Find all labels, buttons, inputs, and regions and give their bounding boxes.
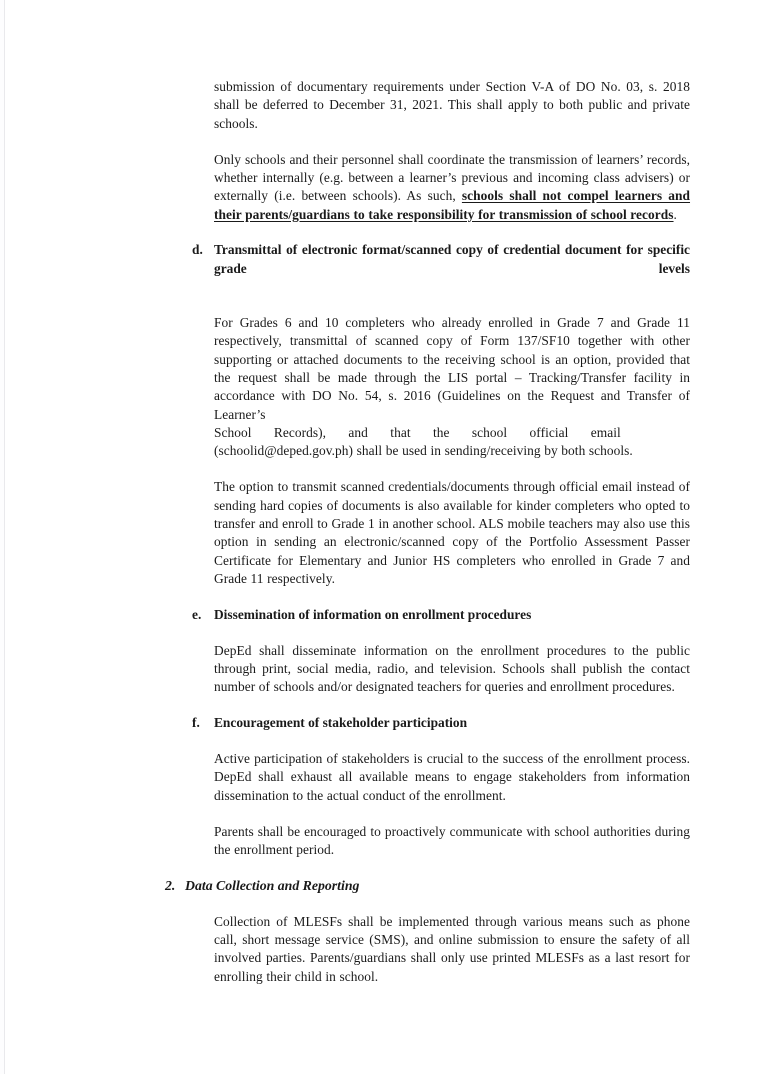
paragraph-grades-6-10-part-one: For Grades 6 and 10 completers who already enrolled in Grade 7 and Grade 11 respectively, transmittal of scanned copy of Form 137/SF10 together with other supporting or attached documents to the receiving school is an option, provided that the request shall be made through the LIS portal – Tracking/Transfer facility in accordance with DO No. 54, s. 2016 (Guidelines on the Request and Transfer of Learner’s — [214, 314, 690, 422]
heading-item-e-label: Dissemination of information on enrollment procedures — [214, 606, 532, 622]
paragraph-deped-disseminate-information: DepEd shall disseminate information on the enrollment procedures to the public through print, social media, radio, and television. Schools shall publish the contact number of schools and/or designated teachers for queries and enrollment procedures. — [214, 642, 690, 695]
heading-item-d — [165, 241, 690, 296]
heading-item-d-marker: d. — [192, 242, 203, 258]
scan-edge-artifact-line — [4, 0, 5, 1074]
heading-item-f — [165, 714, 690, 732]
paragraph-grades-6-10-part-two: (schoolid@deped.gov.ph) shall be used in sending/receiving by both schools. — [214, 443, 633, 459]
heading-item-f-marker: f. — [192, 715, 200, 731]
paragraph-option-transmit-scanned: The option to transmit scanned credentials/documents through official email instead of sending hard copies of documents is also available for kinder completers who opted to transfer and enroll to Grade 1 in another school. ALS mobile teachers may also use this option in sending an electronic/scanned copy of the Portfolio Assessment Passer Certificate for Elementary and Junior HS completers who enrolled in Grade 7 and Grade 11 respectively. — [214, 479, 690, 586]
emphasis-bold-underline-no-compel: schools shall not compel learners and their parents/guardians to take responsibility for transmission of school records — [214, 188, 691, 222]
heading-item-d-label: Transmittal of electronic format/scanned copy of credential document for specific grade levels — [214, 242, 690, 276]
heading-item-e — [165, 606, 690, 624]
heading-item-f-label: Encouragement of stakeholder participation — [214, 715, 468, 731]
document-text-column — [165, 78, 690, 1003]
paragraph-grades-6-10-stretched-line: School Records), and that the school official email — [214, 425, 621, 440]
heading-section-2-marker: 2. — [165, 877, 176, 893]
heading-item-e-marker: e. — [192, 606, 202, 622]
paragraph-submission-requirements: submission of documentary requirements under Section V-A of DO No. 03, s. 2018 shall be deferred to December 31, 2021. This shall apply to both public and private schools. — [214, 79, 690, 131]
paragraph-only-schools-tail-period: . — [673, 206, 677, 222]
paragraph-only-schools-coordinate — [165, 151, 690, 224]
heading-section-2-label: Data Collection and Reporting — [185, 877, 360, 893]
paragraph-collection-of-mlesfs: Collection of MLESFs shall be implemented through various means such as phone call, short message service (SMS), and online submission to ensure the safety of all involved parties. Parents/guardians shall only use printed MLESFs as a last resort for enrolling their child in school. — [214, 913, 690, 984]
heading-section-2 — [165, 877, 690, 895]
paragraph-only-schools-lead-text: Only schools and their personnel shall coordinate the transmission of learners’ records, whether internally (e.g. between a learner’s previous and incoming class advisers) or externally (i.e. between schools). As such, — [214, 151, 690, 204]
paragraph-active-participation-stakeholders: Active participation of stakeholders is crucial to the success of the enrollment process. DepEd shall exhaust all available means to engage stakeholders from information dissemination to the actual conduct of the enrollment. — [214, 750, 690, 803]
paragraph-parents-encouraged: Parents shall be encouraged to proactively communicate with school authorities during the enrollment period. — [214, 823, 690, 857]
paragraph-grades-6-10-transmittal — [165, 314, 690, 461]
